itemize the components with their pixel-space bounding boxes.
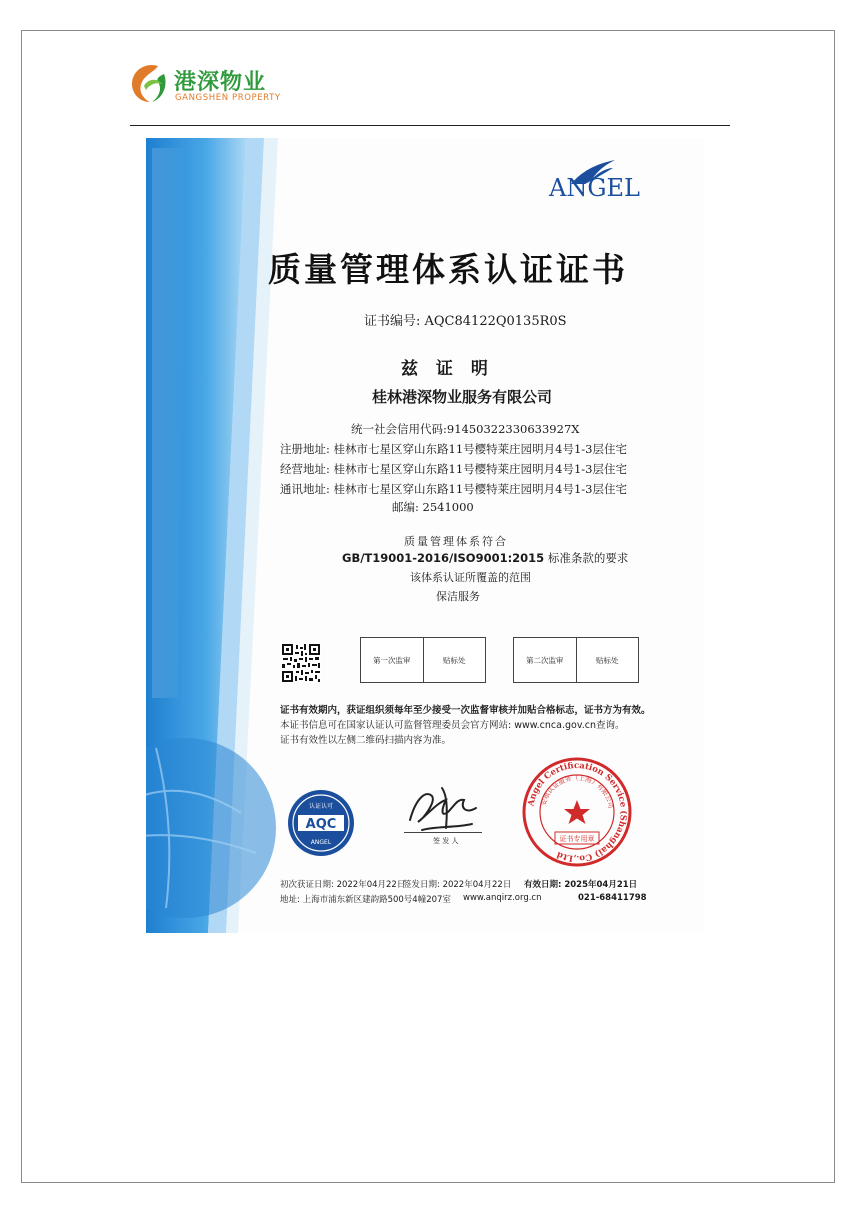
aqc-seal-icon bbox=[286, 788, 356, 858]
company-logo bbox=[128, 60, 288, 110]
query-note: 本证书信息可在国家认证认可监督管理委员会官方网站: www.cnca.gov.cn查询。 bbox=[280, 720, 625, 731]
standard-suffix: 标准条款的要求 bbox=[544, 551, 629, 565]
aqc-seal-bottom: ANGEL bbox=[310, 839, 332, 846]
certification-scope: 保洁服务 bbox=[436, 590, 480, 603]
seal-bottom-text: 证书专用章 bbox=[559, 835, 595, 843]
gangshen-logo-icon bbox=[128, 60, 172, 106]
header-divider bbox=[130, 125, 730, 126]
audit-label: 第二次监审 bbox=[526, 655, 564, 665]
logo-english-name: GANGSHEN PROPERTY bbox=[175, 93, 281, 103]
qr-code-icon[interactable] bbox=[281, 643, 321, 683]
validity-note: 证书有效期内，获证组织须每年至少接受一次监督审核并加贴合格标志，证书方为有效。 bbox=[280, 705, 651, 716]
issuer-phone: 021-68411798 bbox=[578, 893, 647, 903]
standard-line bbox=[342, 550, 628, 566]
valid-until-date: 有效日期: 2025年04月21日 bbox=[524, 880, 638, 890]
certificate-number: 证书编号: AQC84122Q0135R0S bbox=[364, 314, 567, 329]
red-company-seal-icon bbox=[521, 756, 633, 868]
audit-label: 第一次监审 bbox=[373, 655, 411, 665]
credit-code: 统一社会信用代码:91450322330633927X bbox=[351, 422, 580, 436]
aqc-seal-top: 认证认可 bbox=[308, 803, 334, 810]
logo-chinese-name: 港深物业 bbox=[174, 70, 267, 95]
conformance-label: 质量管理体系符合 bbox=[404, 535, 508, 548]
signature-line bbox=[404, 832, 482, 833]
company-name: 桂林港深物业服务有限公司 bbox=[372, 388, 553, 406]
angel-brand bbox=[549, 158, 659, 206]
issuer-address: 地址: 上海市浦东新区建韵路500号4幢207室 bbox=[280, 895, 451, 905]
certificate-image bbox=[146, 138, 704, 933]
first-audit-box bbox=[360, 637, 486, 683]
scope-label: 该体系认证所覆盖的范围 bbox=[410, 571, 531, 584]
signature-icon bbox=[402, 778, 486, 840]
postcode: 邮编: 2541000 bbox=[392, 500, 474, 514]
aqc-seal-mid: AQC bbox=[305, 817, 337, 832]
seal-ring-text: Angel Certification Service (Shanghai) Co.,Ltd bbox=[526, 760, 629, 864]
qr-validity-note: 证书有效性以左侧二维码扫描内容为准。 bbox=[280, 735, 452, 746]
registered-address: 注册地址: 桂林市七星区穿山东路11号樱特莱庄园明月4号1-3层住宅 bbox=[280, 442, 627, 456]
seal-chinese-name: 安琪认证服务（上海）有限公司 bbox=[539, 773, 615, 810]
standard-code: GB/T19001-2016/ISO9001:2015 bbox=[342, 551, 545, 565]
angel-brand-name: ANGEL bbox=[549, 174, 640, 202]
sticker-area: 贴标处 bbox=[576, 638, 639, 682]
second-audit-box bbox=[513, 637, 639, 683]
certificate-title: 质量管理体系认证证书 bbox=[268, 250, 628, 289]
signer-label: 签 发 人 bbox=[433, 837, 459, 845]
sticker-area: 贴标处 bbox=[423, 638, 486, 682]
issuer-website: www.anqirz.org.cn bbox=[463, 893, 542, 903]
first-issue-date: 初次获证日期: 2022年04月22日 bbox=[280, 880, 406, 890]
mailing-address: 通讯地址: 桂林市七星区穿山东路11号樱特莱庄园明月4号1-3层住宅 bbox=[280, 482, 627, 496]
issue-date: 签发日期: 2022年04月22日 bbox=[403, 880, 512, 890]
business-address: 经营地址: 桂林市七星区穿山东路11号樱特莱庄园明月4号1-3层住宅 bbox=[280, 462, 627, 476]
hereby-certify: 兹 证 明 bbox=[401, 359, 494, 379]
